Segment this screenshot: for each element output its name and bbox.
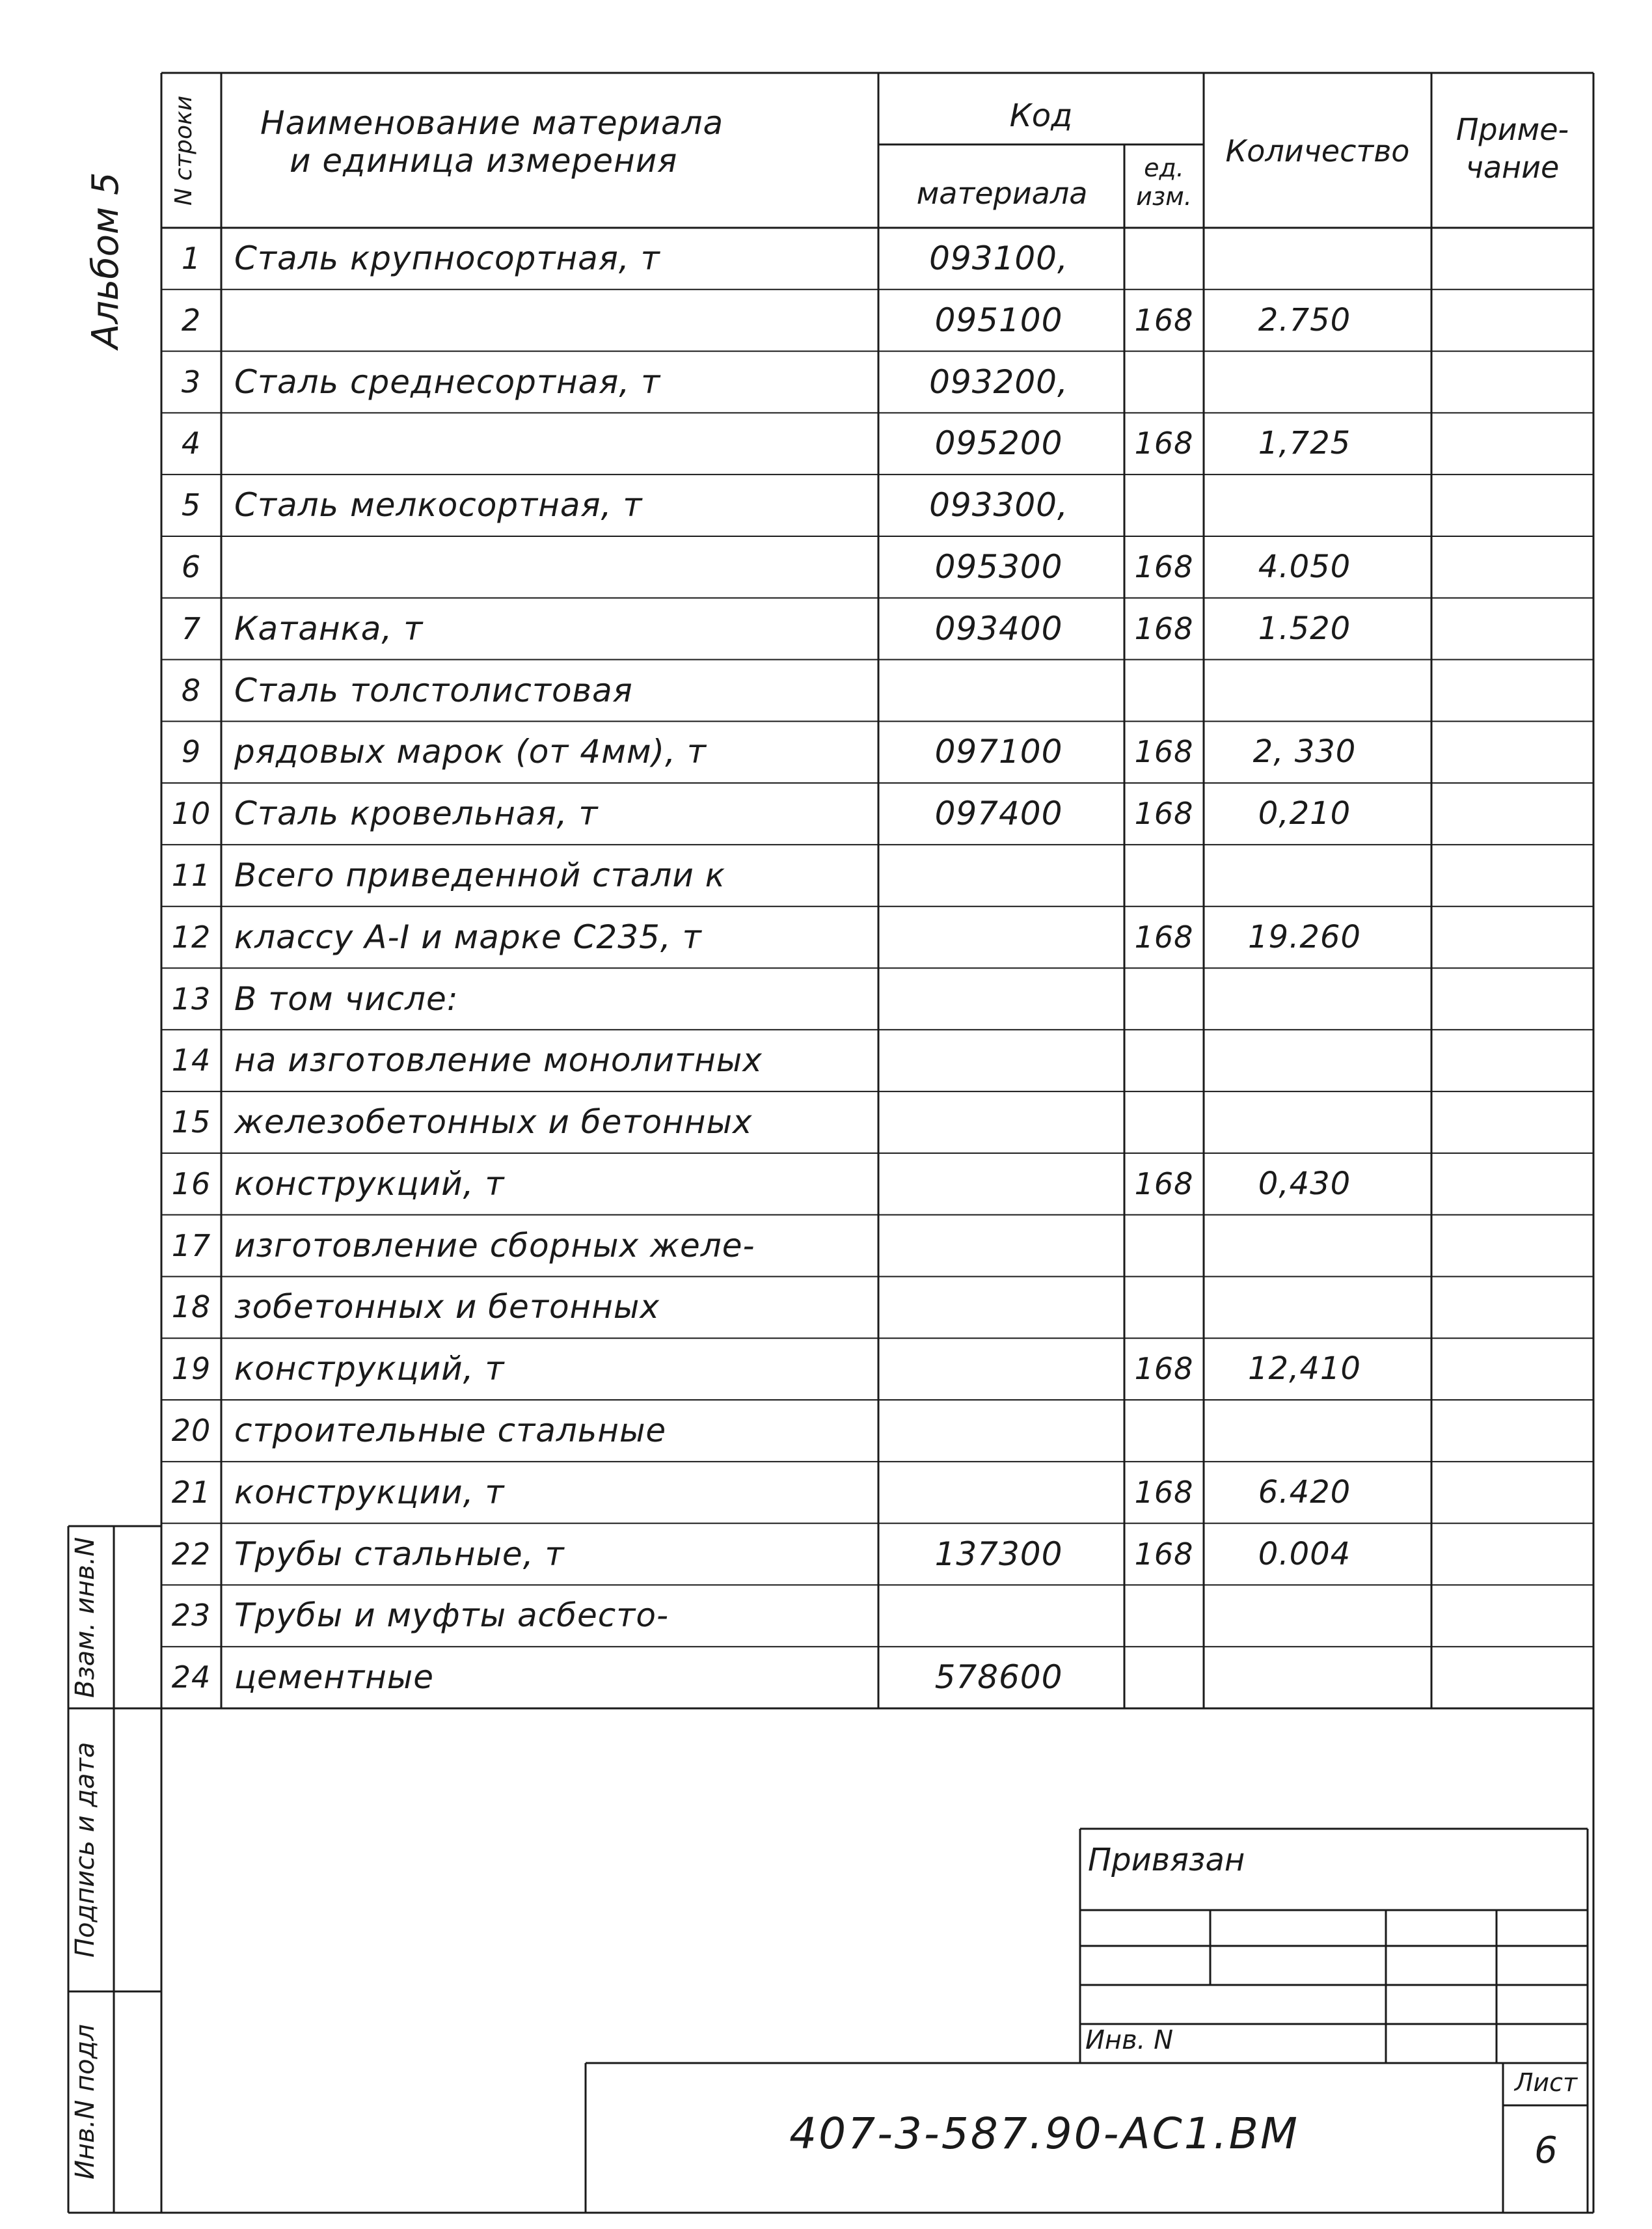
header-name-line1: Наименование материала <box>260 104 724 142</box>
header-name-line2: и единица измерения <box>290 142 678 180</box>
material-name: Трубы стальные, т <box>234 1535 565 1573</box>
material-name: Сталь кровельная, т <box>234 795 599 833</box>
table-row <box>0 290 1652 351</box>
table-row <box>0 907 1652 968</box>
document-code: 407-3-587.90-АС1.ВМ <box>789 2109 1299 2159</box>
material-code <box>878 1030 1119 1091</box>
quantity-value <box>1204 845 1405 907</box>
table-row <box>0 413 1652 474</box>
row-number: 3 <box>181 364 202 400</box>
unit-code <box>1124 968 1204 1030</box>
unit-code <box>1124 660 1204 722</box>
unit-code <box>1124 1030 1204 1091</box>
header-code: Код <box>1009 98 1073 134</box>
quantity-value: 1.520 <box>1258 610 1351 647</box>
material-name <box>234 413 875 474</box>
header-row-no: N строки <box>170 95 197 206</box>
quantity-value <box>1204 1030 1405 1091</box>
table-row <box>0 1153 1652 1215</box>
table-row <box>0 351 1652 413</box>
unit-code <box>1124 474 1204 536</box>
material-name: конструкций, т <box>234 1350 505 1388</box>
material-code: 093100, <box>929 239 1068 277</box>
table-row <box>0 1400 1652 1462</box>
row-number: 22 <box>171 1536 211 1572</box>
unit-code: 168 <box>1134 919 1194 955</box>
material-name: на изготовление монолитных <box>234 1041 763 1080</box>
unit-code <box>1124 1400 1204 1462</box>
unit-code: 168 <box>1134 1536 1194 1572</box>
quantity-value: 6.420 <box>1258 1473 1351 1511</box>
unit-code <box>1124 228 1204 290</box>
row-number: 7 <box>181 610 202 646</box>
row-number: 5 <box>181 487 202 523</box>
quantity-value: 2, 330 <box>1253 733 1357 771</box>
table-row <box>0 1462 1652 1524</box>
table-row <box>0 845 1652 907</box>
quantity-value <box>1204 351 1405 413</box>
quantity-value <box>1204 474 1405 536</box>
row-number: 15 <box>171 1104 211 1140</box>
material-name: Сталь крупносортная, т <box>234 239 660 277</box>
quantity-value <box>1204 228 1405 290</box>
table-row <box>0 1524 1652 1585</box>
table-row <box>0 660 1652 722</box>
row-number: 4 <box>181 426 202 461</box>
quantity-value <box>1204 1400 1405 1462</box>
unit-code <box>1124 1091 1204 1153</box>
header-note-line1: Приме- <box>1456 112 1569 147</box>
material-name: конструкций, т <box>234 1164 505 1203</box>
material-code <box>878 968 1119 1030</box>
header-code-unit-line2: изм. <box>1136 182 1192 211</box>
material-code <box>878 660 1119 722</box>
quantity-value <box>1204 1647 1405 1708</box>
album-label: Альбом 5 <box>85 172 127 349</box>
material-code <box>878 1400 1119 1462</box>
table-row <box>0 783 1652 845</box>
material-name: изготовление сборных желе- <box>234 1226 755 1265</box>
material-code <box>878 1091 1119 1153</box>
material-name: Сталь толстолистовая <box>234 671 633 709</box>
material-name <box>234 536 875 598</box>
row-number: 17 <box>171 1227 211 1263</box>
material-name: классу А-I и марке С235, т <box>234 918 702 956</box>
header-note <box>1431 111 1593 186</box>
unit-code <box>1124 1276 1204 1338</box>
quantity-value <box>1204 660 1405 722</box>
material-code: 097100 <box>934 733 1063 771</box>
material-name: Трубы и муфты асбесто- <box>234 1596 669 1635</box>
material-code <box>878 1153 1119 1215</box>
material-name: зобетонных и бетонных <box>234 1288 660 1326</box>
sheet-number: 6 <box>1534 2129 1558 2172</box>
row-number: 21 <box>171 1474 211 1510</box>
material-name <box>234 290 875 351</box>
material-code: 095100 <box>934 301 1063 339</box>
strip-podpis-data: Подпись и дата <box>70 1742 100 1958</box>
table-row <box>0 968 1652 1030</box>
unit-code <box>1124 1647 1204 1708</box>
sheet-label: Лист <box>1514 2068 1578 2097</box>
quantity-value: 2.750 <box>1258 301 1351 338</box>
row-number: 14 <box>171 1043 211 1078</box>
row-number: 19 <box>171 1351 211 1387</box>
row-number: 13 <box>171 981 211 1017</box>
table-row <box>0 536 1652 598</box>
header-quantity: Количество <box>1225 133 1410 169</box>
table-row <box>0 1030 1652 1091</box>
material-code: 093200, <box>929 362 1068 401</box>
stamp-privyazan: Привязан <box>1088 1842 1245 1878</box>
header-code-unit-line1: ед. <box>1144 154 1184 182</box>
table-row <box>0 474 1652 536</box>
material-name: Всего приведенной стали к <box>234 856 725 894</box>
unit-code <box>1124 1585 1204 1647</box>
row-number: 6 <box>181 549 202 584</box>
material-code: 578600 <box>934 1658 1063 1697</box>
quantity-value <box>1204 968 1405 1030</box>
row-number: 8 <box>181 672 202 708</box>
unit-code: 168 <box>1134 1166 1194 1201</box>
unit-code: 168 <box>1134 796 1194 832</box>
unit-code: 168 <box>1134 426 1194 461</box>
material-code <box>878 1462 1119 1524</box>
material-code: 095300 <box>934 547 1063 586</box>
table-row <box>0 1647 1652 1708</box>
unit-code <box>1124 1215 1204 1277</box>
row-number: 18 <box>171 1289 211 1325</box>
table-row <box>0 1215 1652 1277</box>
material-name: цементные <box>234 1658 435 1697</box>
row-number: 16 <box>171 1166 211 1201</box>
material-name: В том числе: <box>234 979 459 1018</box>
unit-code: 168 <box>1134 302 1194 338</box>
strip-inv-podl: Инв.N подл <box>70 2024 100 2180</box>
table-row <box>0 1276 1652 1338</box>
row-number: 24 <box>171 1660 211 1695</box>
material-code <box>878 1215 1119 1277</box>
unit-code: 168 <box>1134 610 1194 646</box>
header-note-line2: чание <box>1465 150 1560 185</box>
quantity-value: 12,410 <box>1248 1350 1361 1388</box>
material-code <box>878 907 1119 968</box>
unit-code: 168 <box>1134 1474 1194 1510</box>
material-code: 093400 <box>934 609 1063 648</box>
quantity-value <box>1204 1276 1405 1338</box>
material-code: 137300 <box>934 1535 1063 1573</box>
quantity-value: 4.050 <box>1258 548 1351 585</box>
material-code: 095200 <box>934 424 1063 463</box>
material-name: Сталь мелкосортная, т <box>234 486 643 525</box>
row-number: 1 <box>181 241 202 276</box>
table-row <box>0 1091 1652 1153</box>
material-code: 093300, <box>929 486 1068 525</box>
table-row <box>0 1338 1652 1400</box>
material-code <box>878 1276 1119 1338</box>
row-number: 20 <box>171 1413 211 1449</box>
quantity-value: 1,725 <box>1258 425 1351 462</box>
row-number: 23 <box>171 1598 211 1634</box>
header-code-material: материала <box>916 176 1088 211</box>
row-number: 2 <box>181 302 202 338</box>
unit-code: 168 <box>1134 1351 1194 1387</box>
row-number: 11 <box>171 857 211 893</box>
strip-vzam-inv: Взам. инв.N <box>70 1537 100 1698</box>
table-row <box>0 721 1652 783</box>
quantity-value <box>1204 1091 1405 1153</box>
header-code-unit <box>1126 154 1202 211</box>
row-number: 12 <box>171 919 211 955</box>
material-name: строительные стальные <box>234 1412 667 1450</box>
table-row <box>0 1585 1652 1647</box>
row-number: 9 <box>181 734 202 770</box>
quantity-value: 0,210 <box>1258 795 1351 832</box>
material-code <box>878 1585 1119 1647</box>
table-row <box>0 598 1652 660</box>
material-name: Катанка, т <box>234 609 424 648</box>
material-code: 097400 <box>934 795 1063 833</box>
unit-code: 168 <box>1134 549 1194 584</box>
table-row <box>0 228 1652 290</box>
quantity-value: 0.004 <box>1258 1535 1351 1572</box>
quantity-value <box>1204 1215 1405 1277</box>
material-name: железобетонных и бетонных <box>234 1103 753 1142</box>
header-name <box>260 104 724 180</box>
unit-code: 168 <box>1134 734 1194 770</box>
unit-code <box>1124 351 1204 413</box>
material-name: конструкции, т <box>234 1473 505 1511</box>
material-name: рядовых марок (от 4мм), т <box>234 733 707 771</box>
quantity-value <box>1204 1585 1405 1647</box>
material-code <box>878 845 1119 907</box>
stamp-inv-no: Инв. N <box>1085 2025 1173 2055</box>
quantity-value: 0,430 <box>1258 1165 1351 1202</box>
quantity-value: 19.260 <box>1248 918 1361 955</box>
row-number: 10 <box>171 796 211 832</box>
material-name: Сталь среднесортная, т <box>234 362 661 401</box>
unit-code <box>1124 845 1204 907</box>
material-code <box>878 1338 1119 1400</box>
